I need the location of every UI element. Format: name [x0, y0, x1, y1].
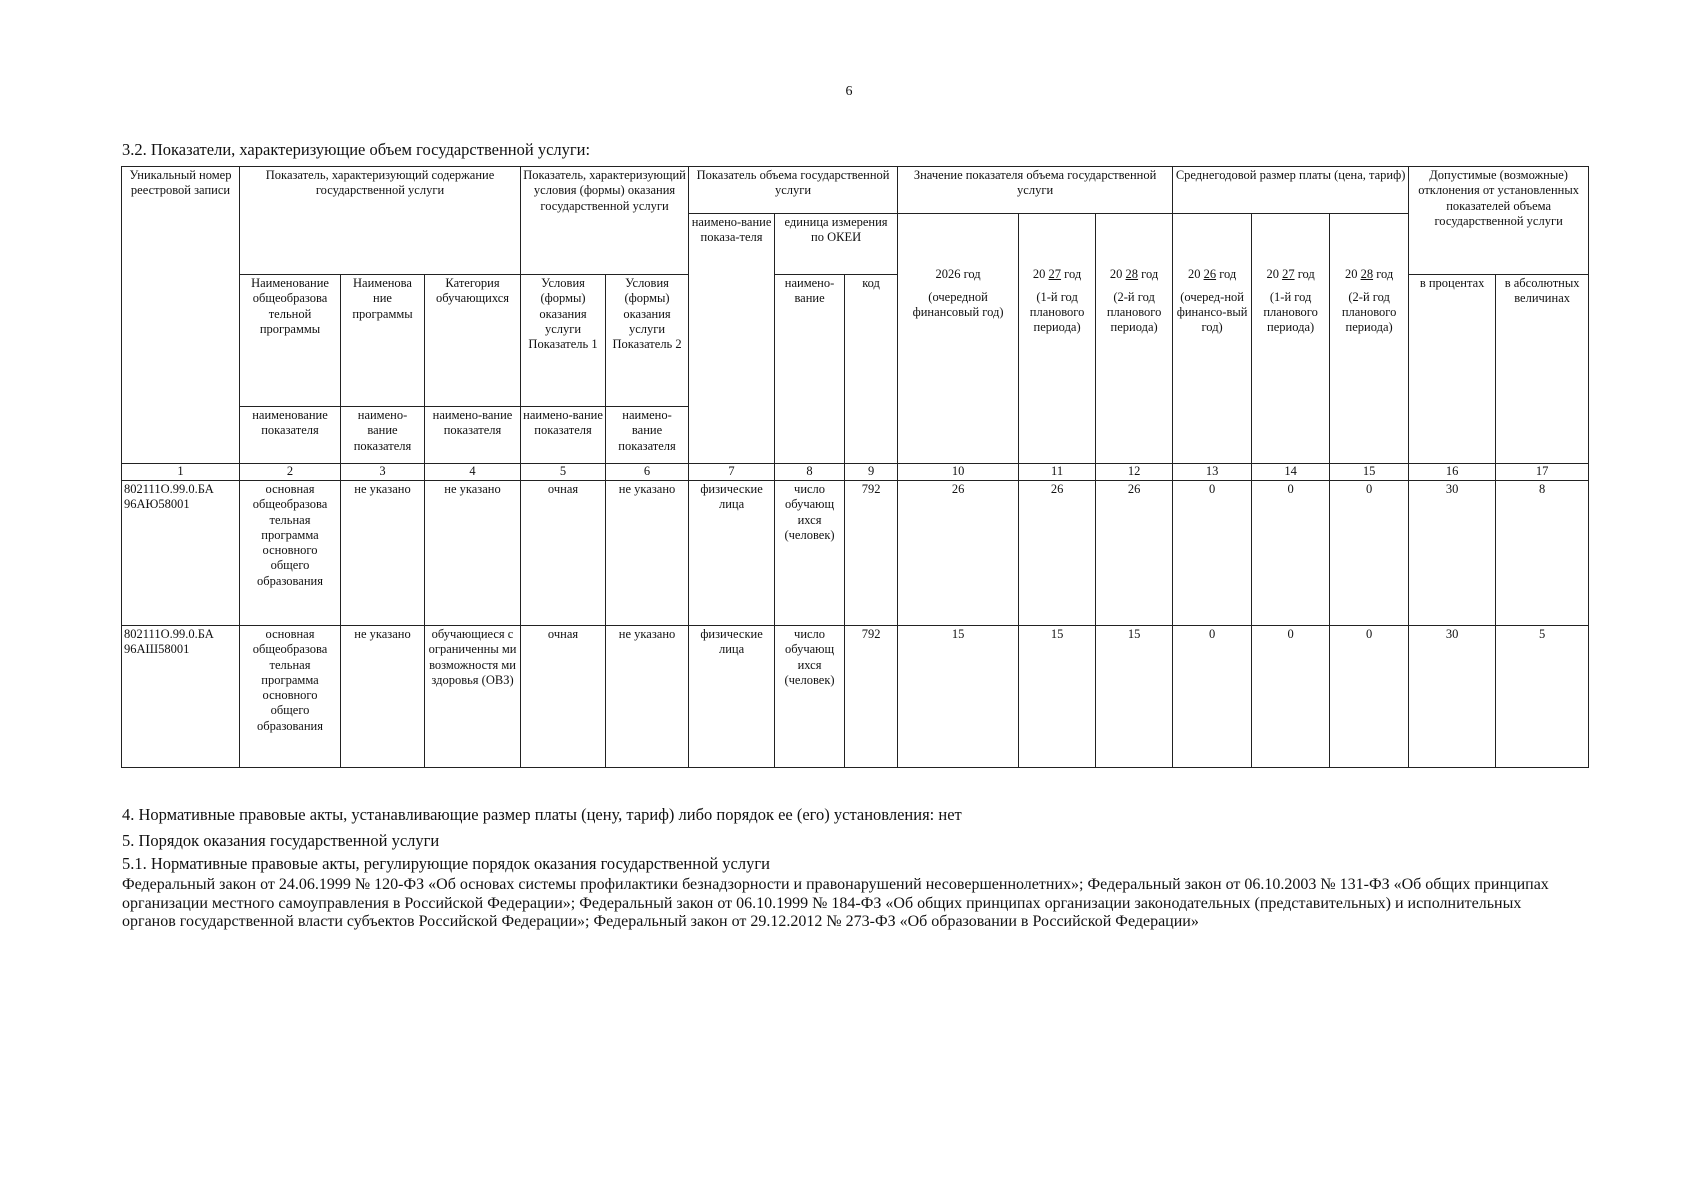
- header-year-2027: 20 27 год: [1032, 266, 1082, 281]
- cell-volume-2028: 26: [1096, 481, 1173, 626]
- section-5-heading: 5. Порядок оказания государственной услуги: [122, 831, 440, 850]
- header-indicator-name-5: наимено-вание показателя: [521, 407, 606, 464]
- cell-program: основная общеобразова тельная программа основного общего образования: [240, 481, 341, 626]
- column-number: 2: [240, 464, 341, 481]
- column-number: 16: [1409, 464, 1496, 481]
- header-year-2026: 2026 год: [935, 266, 981, 281]
- cell-fee-2026: 0: [1173, 626, 1252, 768]
- section-title: 3.2. Показатели, характеризующие объем государственной услуги:: [122, 140, 591, 159]
- column-number: 12: [1096, 464, 1173, 481]
- cell-fee-2028: 0: [1330, 481, 1409, 626]
- column-numbers-row: [122, 464, 1589, 481]
- header-in-percent: в процентах: [1409, 275, 1496, 464]
- header-volume-indicator: Показатель объема государственной услуги: [689, 167, 898, 214]
- cell-fee-2027: 0: [1252, 626, 1330, 768]
- column-number: 17: [1496, 464, 1589, 481]
- column-number: 14: [1252, 464, 1330, 481]
- header-deviations: Допустимые (возможные) отклонения от установленных показателей объема государственной услуги: [1409, 167, 1589, 275]
- cell-fee-2028: 0: [1330, 626, 1409, 768]
- cell-condition-2: не указано: [606, 626, 689, 768]
- header-fee-2027-note: (1-й год планового периода): [1263, 289, 1318, 335]
- header-indicator-name-2: наименование показателя: [240, 407, 341, 464]
- cell-form: очная: [521, 626, 606, 768]
- column-number: 7: [689, 464, 775, 481]
- column-number: 9: [845, 464, 898, 481]
- header-condition-2: Условия (формы) оказания услуги Показатель 2: [606, 275, 689, 407]
- cell-deviation-percent: 30: [1409, 626, 1496, 768]
- cell-volume-2027: 26: [1019, 481, 1096, 626]
- section-4-text: 4. Нормативные правовые акты, устанавливающие размер платы (цену, тариф) либо порядок ее (его) установления: нет: [122, 805, 962, 824]
- cell-form: очная: [521, 481, 606, 626]
- header-fee-2028: 20 28 год: [1344, 266, 1394, 281]
- cell-unit: число обучающ ихся (человек): [775, 481, 845, 626]
- header-fee-2026: 20 26 год: [1187, 266, 1237, 281]
- header-year-2028: 20 28 год: [1109, 266, 1159, 281]
- cell-fee-2027: 0: [1252, 481, 1330, 626]
- cell-condition-2: не указано: [606, 481, 689, 626]
- header-fee-2027: 20 27 год: [1266, 266, 1315, 281]
- column-number: 8: [775, 464, 845, 481]
- cell-program-name: не указано: [341, 626, 425, 768]
- cell-indicator: физические лица: [689, 481, 775, 626]
- header-in-absolute: в абсолютных величинах: [1496, 275, 1589, 464]
- cell-volume-2026: 26: [898, 481, 1019, 626]
- section-5-1-heading: 5.1. Нормативные правовые акты, регулирующие порядок оказания государственной услуги: [122, 854, 770, 873]
- cell-unique-number: 802111О.99.0.БА 96АЮ58001: [122, 481, 240, 626]
- header-unique-number: Уникальный номер реестровой записи: [122, 167, 240, 464]
- table-row: [122, 481, 1589, 626]
- header-fee-2028-note: (2-й год планового периода): [1341, 289, 1397, 335]
- cell-student-category: не указано: [425, 481, 521, 626]
- laws-paragraph: Федеральный закон от 24.06.1999 № 120-ФЗ «Об основах системы профилактики безнадзорности и правонарушений несовершеннолетних»; Федеральный закон от 06.10.2003 № 131-ФЗ «Об общих принципах организации местного самоуправления в Российской Федерации»; Федеральный закон от 06.10.1999 № 184-ФЗ «Об общих принципах организации законодательных (представительных) и исполнительных органов государственной власти субъектов Российской Федерации»; Федеральный закон от 29.12.2012 № 273-ФЗ «Об образовании в Российской Федерации»: [122, 876, 1549, 931]
- header-indicator-name-4: наимено-вание показателя: [425, 407, 521, 464]
- column-number: 13: [1173, 464, 1252, 481]
- cell-deviation-absolute: 5: [1496, 626, 1589, 768]
- header-volume-value: Значение показателя объема государственной услуги: [898, 167, 1173, 214]
- cell-program: основная общеобразова тельная программа основного общего образования: [240, 626, 341, 768]
- cell-unique-number: 802111О.99.0.БА 96АШ58001: [122, 626, 240, 768]
- column-number: 5: [521, 464, 606, 481]
- cell-code: 792: [845, 626, 898, 768]
- cell-fee-2026: 0: [1173, 481, 1252, 626]
- volume-indicators-table: [121, 166, 1589, 768]
- header-average-fee: Среднегодовой размер платы (цена, тариф): [1173, 167, 1409, 214]
- header-student-category: Категория обучающихся: [425, 275, 521, 407]
- column-number: 15: [1330, 464, 1409, 481]
- column-number: 10: [898, 464, 1019, 481]
- header-fee-2026-note: (очеред-ной финансо-вый год): [1176, 289, 1248, 335]
- column-number: 3: [341, 464, 425, 481]
- column-number: 4: [425, 464, 521, 481]
- cell-volume-2027: 15: [1019, 626, 1096, 768]
- cell-indicator: физические лица: [689, 626, 775, 768]
- table-row: [122, 626, 1589, 768]
- header-indicator-name-6: наимено-вание показателя: [606, 407, 689, 464]
- column-number: 11: [1019, 464, 1096, 481]
- header-program-category-name: Наименование общеобразова тельной программы: [240, 275, 341, 407]
- header-unit-code: код: [845, 275, 898, 464]
- column-number: 1: [122, 464, 240, 481]
- header-year-2027-note: (1-й год планового периода): [1029, 289, 1085, 335]
- cell-unit: число обучающ ихся (человек): [775, 626, 845, 768]
- page-number: 6: [845, 84, 853, 99]
- header-indicator-name-3: наимено-вание показателя: [341, 407, 425, 464]
- header-unit-name: наимено-вание: [775, 275, 845, 464]
- column-number: 6: [606, 464, 689, 481]
- cell-code: 792: [845, 481, 898, 626]
- header-indicator-name: наимено-вание показа-теля: [689, 214, 775, 464]
- cell-volume-2026: 15: [898, 626, 1019, 768]
- cell-volume-2028: 15: [1096, 626, 1173, 768]
- header-condition-indicator: Показатель, характеризующий условия (формы) оказания государственной услуги: [521, 167, 689, 275]
- header-year-2026-note: (очередной финансовый год): [912, 289, 1004, 319]
- header-unit-okei: единица измерения по ОКЕИ: [775, 214, 898, 275]
- cell-deviation-percent: 30: [1409, 481, 1496, 626]
- cell-deviation-absolute: 8: [1496, 481, 1589, 626]
- cell-student-category: обучающиеся с ограниченны ми возможностя ми здоровья (ОВЗ): [425, 626, 521, 768]
- header-year-2028-note: (2-й год планового периода): [1106, 289, 1162, 335]
- cell-program-name: не указано: [341, 481, 425, 626]
- header-condition-1: Условия (формы) оказания услуги Показатель 1: [521, 275, 606, 407]
- header-program-name: Наименова ние программы: [341, 275, 425, 407]
- header-content-indicator: Показатель, характеризующий содержание государственной услуги: [240, 167, 521, 275]
